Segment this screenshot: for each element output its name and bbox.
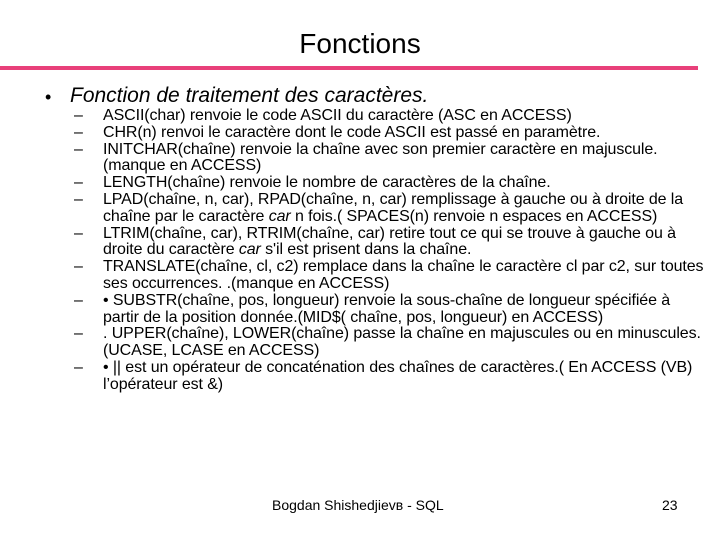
dash-marker: – — [74, 107, 83, 124]
function-list — [74, 108, 704, 394]
list-item — [74, 259, 704, 293]
item-text-italic: car — [268, 207, 291, 225]
list-item — [74, 192, 704, 226]
item-text: . UPPER(chaîne), LOWER(chaîne) passe la chaîne en majuscules ou en minuscules.(UCASE, LCASE en ACCESS) — [103, 325, 701, 360]
dash-marker: – — [74, 190, 83, 208]
dash-marker: – — [74, 325, 83, 343]
dash-marker: – — [74, 358, 83, 376]
dash-marker: – — [74, 291, 83, 309]
dash-marker: – — [74, 258, 83, 276]
item-text: TRANSLATE(chaîne, cl, c2) remplace dans la chaîne le caractère cl par c2, sur toutes ses occurrences. .(manque en ACCESS) — [103, 258, 704, 292]
item-text: CHR(n) renvoi le caractère dont le code ASCII est passé en paramètre. — [103, 123, 601, 141]
list-item — [74, 226, 704, 260]
dash-marker: – — [74, 224, 83, 242]
item-text: ASCII(char) renvoie le code ASCII du caractère (ASC en ACCESS) — [103, 107, 572, 124]
item-text: n fois.( SPACES(n) renvoie n espaces en ACCESS) — [290, 207, 658, 225]
dash-marker: – — [74, 140, 83, 158]
dash-marker: – — [74, 174, 83, 192]
title-divider — [0, 66, 698, 70]
item-text: LPAD(chaîne, n, car), RPAD(chaîne, n, car) remplissage à gauche ou à droite de la chaîne par le caractère — [103, 190, 684, 225]
item-text: INITCHAR(chaîne) renvoie la chaîne avec son premier caractère en majuscule.(manque en ACCESS) — [103, 140, 658, 175]
dash-marker: – — [74, 123, 83, 141]
list-item — [74, 293, 704, 327]
list-item — [74, 326, 704, 360]
item-text: • SUBSTR(chaîne, pos, longueur) renvoie la sous-chaîne de longueur spécifiée à partir de la position donnée.(MID$( chaîne, pos, longueur) en ACCESS) — [103, 291, 671, 326]
item-text: s'il est prisent dans la chaîne. — [260, 241, 472, 259]
slide-title: Fonctions — [299, 28, 421, 59]
item-text: • || est un opérateur de concaténation des chaînes de caractères.( En ACCESS (VB) l’opérateur est &) — [103, 358, 693, 393]
list-item — [74, 142, 704, 176]
item-text: LENGTH(chaîne) renvoie le nombre de caractères de la chaîne. — [103, 174, 551, 192]
item-text-italic: car — [238, 241, 261, 259]
page-number: 23 — [662, 497, 678, 513]
list-item — [74, 175, 704, 192]
item-text: LTRIM(chaîne, car), RTRIM(chaîne, car) retire tout ce qui se trouve à gauche ou à droite du caractère — [103, 224, 676, 259]
list-item — [74, 108, 704, 125]
section-heading: Fonction de traitement des caractères. — [70, 84, 429, 107]
list-item — [74, 360, 704, 394]
heading-bullet: • — [45, 87, 52, 107]
list-item — [74, 125, 704, 142]
footer-author: Bogdan Shishedjievв - SQL — [272, 497, 444, 513]
